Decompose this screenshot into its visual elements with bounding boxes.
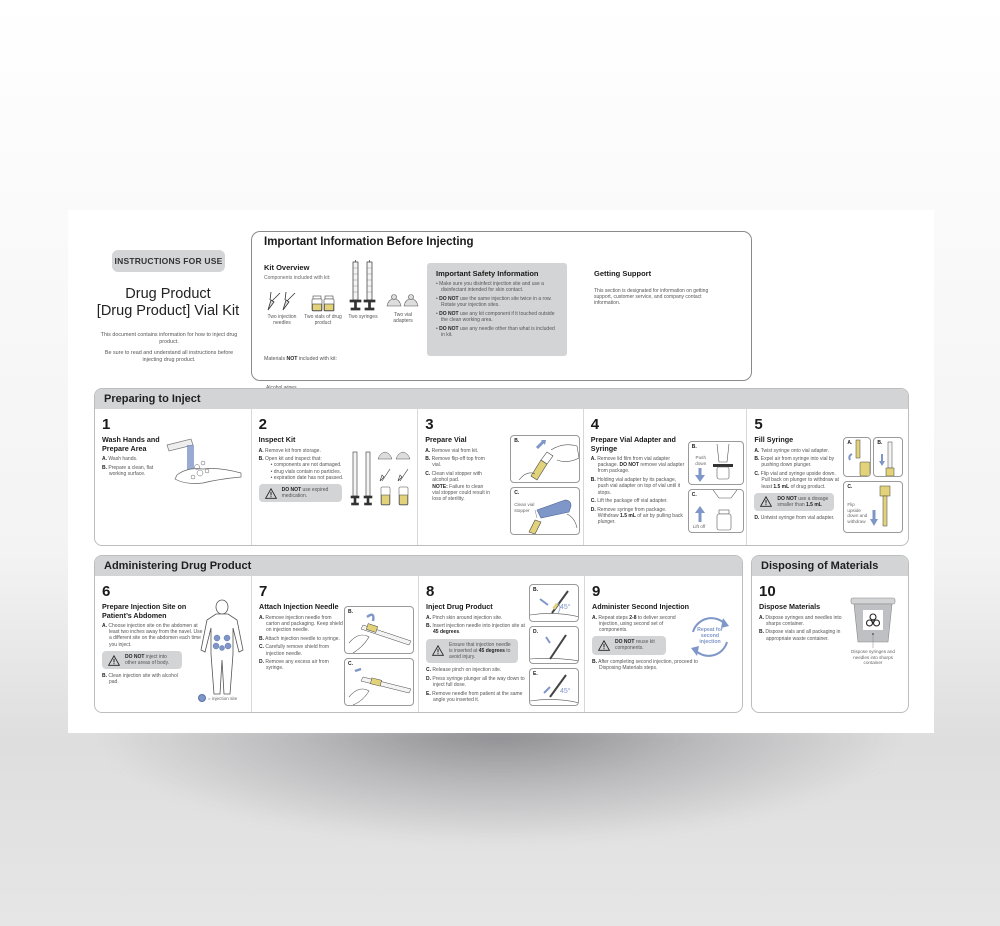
substep-letter: A. <box>759 614 764 621</box>
panel-caption: Push down <box>695 455 707 466</box>
substep <box>102 456 164 462</box>
warning-icon <box>598 640 610 651</box>
panel-caption: Clean vial stopper <box>514 502 535 513</box>
substep-text: Remove lid film from vial adapter package. <box>597 456 670 469</box>
illustration-panel-c <box>510 487 580 535</box>
step-title: Dispose Materials <box>759 602 821 611</box>
intro-paragraph: Be sure to read and understand all instructions before injecting drug product. <box>104 350 234 363</box>
substep <box>754 471 840 490</box>
safety-bold: DO NOT <box>439 295 459 302</box>
substep-text: Lift the package off vial adapter. <box>597 498 668 505</box>
substep <box>754 515 840 521</box>
intro-text <box>98 332 240 368</box>
section-disposing <box>751 555 909 713</box>
important-info-heading: Important Information Before Injecting <box>264 236 474 248</box>
substep-text: Remove syringe from package. Withdraw <box>597 506 667 520</box>
safety-item: • DO NOT use any kit component if it touched outside the clean working area. <box>436 310 555 324</box>
step-1 <box>95 409 252 545</box>
note <box>425 484 491 503</box>
warning-box <box>102 651 182 669</box>
substep-text: of drug product. <box>789 483 826 490</box>
warning-bold: DO NOT <box>615 639 635 646</box>
substep-letter: D. <box>259 659 264 666</box>
substep <box>259 659 343 671</box>
substep-text: Insert injection needle into injection site at <box>432 623 525 630</box>
step-title: Attach Injection Needle <box>259 602 339 611</box>
illustration-panel-c <box>843 481 903 533</box>
warning-bold: 45 degrees <box>478 647 505 654</box>
substep-text: Clean vial stopper with alcohol pad. <box>431 471 482 484</box>
illustration-panel-b <box>344 606 414 654</box>
warning-text <box>449 642 512 661</box>
body-outline-icon <box>197 598 247 698</box>
substep-text: Flip vial and syringe upside down. Pull back on plunger to withdraw at least <box>760 471 839 490</box>
warning-body: use a dosage smaller than <box>777 495 829 508</box>
substep-text: . <box>459 629 461 636</box>
step-number: 9 <box>592 583 601 600</box>
safety-title: Important Safety Information <box>436 269 539 278</box>
step-number: 2 <box>258 416 267 433</box>
substep-letter: B. <box>259 635 264 642</box>
substep <box>426 623 526 635</box>
substep-text: Choose injection site on the abdomen at least two inches away from the navel. Use a different site on the abdomen each time you inject. <box>108 623 203 648</box>
angle-label: 45° <box>560 604 571 611</box>
substep-text: Remove kit from storage. <box>265 447 321 454</box>
kit-overview-subtitle: Components included with kit: <box>264 275 331 281</box>
substep-letter: B. <box>759 629 764 636</box>
warning-icon <box>265 488 277 499</box>
step-number: 4 <box>590 416 600 433</box>
panel-label: B. <box>877 440 883 446</box>
substep-bold: 45 degrees <box>433 629 460 636</box>
remove-shield-icon <box>345 659 414 706</box>
substep-text: Press syringe plunger all the way down to inject full dose. <box>432 675 525 689</box>
not-included-suffix: included with kit: <box>297 356 337 362</box>
substep-letter: A. <box>590 456 596 462</box>
panel-label: A. <box>847 440 853 446</box>
safety-bold: DO NOT <box>439 310 459 317</box>
remove-flip-top-icon <box>511 436 580 483</box>
illustration-panel-e <box>529 668 579 706</box>
panel-label: C. <box>691 492 697 498</box>
step-number: 7 <box>259 583 268 600</box>
warning-icon <box>432 645 444 656</box>
substep <box>426 667 526 673</box>
safety-item: • DO NOT use the same injection site twice in a row. Rotate your injection sites. <box>436 295 552 309</box>
substep-text: Remove needle from patient at the same angle you inserted it. <box>432 690 523 704</box>
section-header: Administering Drug Product <box>95 556 742 576</box>
step-2 <box>252 409 419 545</box>
substep <box>591 456 685 475</box>
substep-letter: A. <box>754 447 760 454</box>
substep-letter: B. <box>258 456 264 463</box>
illustration-panel-b <box>873 437 903 477</box>
sheet-shadow <box>90 725 910 845</box>
step-4 <box>584 409 748 545</box>
step-title: Inject Drug Product <box>426 602 493 611</box>
injection-site-legend <box>198 694 237 702</box>
substep-letter: A. <box>259 614 264 621</box>
warning-bold: DO NOT <box>777 495 797 502</box>
safety-bold: DO NOT <box>439 325 459 332</box>
warning-icon <box>760 496 772 507</box>
bullet: • drug vials contain no particles. <box>270 468 342 475</box>
kit-item-label: Two injection needles <box>267 314 297 326</box>
important-info-box <box>251 231 752 381</box>
substep-letter: A. <box>425 447 431 454</box>
kit-not-included-label <box>264 356 337 362</box>
illustration-panel-b <box>529 584 579 622</box>
substep-bold: DO NOT <box>619 462 639 469</box>
substep <box>759 615 845 627</box>
ifu-badge: INSTRUCTIONS FOR USE <box>112 250 225 272</box>
substep-letter: C. <box>590 498 596 505</box>
illustration-panel-b <box>688 441 744 485</box>
substep-text: Repeat steps <box>598 614 630 621</box>
substep-text: Holding vial adapter by its package, push vial adapter on top of vial until it stops. <box>597 477 681 496</box>
repeat-label: Repeat for second injection <box>697 627 723 645</box>
substep <box>754 448 840 454</box>
substep-letter: B. <box>102 464 107 471</box>
wash-hands-icon <box>163 427 245 485</box>
substep <box>259 448 355 454</box>
injection-site-dot-icon <box>198 694 206 702</box>
substep <box>759 629 845 641</box>
substep-letter: A. <box>258 447 264 454</box>
kit-item-needles <box>264 290 300 326</box>
sharps-container-icon <box>850 596 896 648</box>
kit-item-syringes <box>346 260 380 320</box>
syringe-icon <box>347 260 379 312</box>
warning-body: inject into other areas of body. <box>125 653 170 667</box>
illustration-panel-b <box>510 435 580 483</box>
warning-text <box>615 639 660 651</box>
step-10 <box>752 576 908 712</box>
warning-bold: 1.5 mL <box>806 501 822 508</box>
step-number: 3 <box>425 416 434 433</box>
substep-text: to deliver second injection, using second set of components. <box>599 614 676 633</box>
substep-bold: 1.5 mL <box>620 513 636 520</box>
substep-bold: 1.5 mL <box>773 483 790 490</box>
vial-icon <box>308 290 338 312</box>
not-included-prefix: Materials <box>264 356 287 362</box>
warning-box <box>426 639 518 664</box>
warning-body: to avoid injury. <box>449 647 511 661</box>
substep <box>102 623 206 648</box>
section-administering <box>94 555 743 713</box>
bullet-text: expiration date has not passed. <box>273 474 344 481</box>
substep <box>102 673 182 685</box>
substep-letter: B. <box>102 673 107 680</box>
safety-text: use the same injection site twice in a row. Rotate your injection sites. <box>441 295 552 309</box>
warning-text <box>777 496 828 508</box>
angle-label: 45° <box>560 688 571 695</box>
step-3 <box>418 409 584 545</box>
substep <box>592 615 688 634</box>
panel-label: C. <box>847 484 853 490</box>
step-5 <box>747 409 908 545</box>
bullet: • components are not damaged. <box>270 462 342 469</box>
step-title: Prepare Vial <box>425 435 467 444</box>
safety-text: Make sure you disinfect injection site and use a disinfectant intended for skin contact. <box>439 281 544 294</box>
substep-letter: C. <box>426 667 431 674</box>
step-title: Inspect Kit <box>258 435 296 444</box>
kit-item-label: Two syringes <box>348 314 378 320</box>
substep-text: Dispose vials and all packaging in appropriate waste container. <box>765 629 841 642</box>
sharps-caption: Dispose syringes and needles into sharps container <box>851 649 895 665</box>
substep <box>425 456 491 468</box>
vial-adapter-icon <box>386 292 420 310</box>
substep-text: Remove flip-off top from vial. <box>431 456 485 469</box>
substep-letter: B. <box>426 623 431 630</box>
legend-text: = injection site <box>208 695 238 701</box>
warning-body: reuse kit components. <box>615 639 655 652</box>
substep <box>425 471 491 483</box>
bullet-text: components are not damaged. <box>273 462 342 469</box>
panel-label: B. <box>514 438 520 444</box>
step-number: 10 <box>759 583 776 600</box>
intro-paragraph: This document contains information for how to inject drug product. <box>100 332 238 345</box>
step-7 <box>252 576 419 712</box>
needle-icon <box>265 290 299 312</box>
kit-item-label: Two vial adapters <box>393 312 413 324</box>
panel-label: E. <box>533 671 538 677</box>
substep <box>102 465 164 477</box>
substep-letter: D. <box>590 506 596 513</box>
substep-letter: D. <box>426 675 431 682</box>
substep-letter: C. <box>425 471 431 478</box>
kit-item-adapters <box>384 292 422 324</box>
substep-text: Untwist syringe from vial adapter. <box>760 515 835 522</box>
substep-text: Wash hands. <box>108 456 138 462</box>
step-number: 5 <box>754 416 763 433</box>
substep-text: Expel air from syringe into vial by pushing down plunger. <box>760 456 835 469</box>
kit-overview-title: Kit Overview <box>264 263 310 272</box>
substep <box>591 477 685 496</box>
substep <box>426 676 526 688</box>
substep-letter: C. <box>754 471 760 478</box>
note-bold: NOTE: <box>432 483 448 490</box>
support-title: Getting Support <box>594 269 652 278</box>
substep <box>259 615 343 634</box>
step-8 <box>419 576 585 712</box>
warning-body: Ensure that injection needle is inserted at <box>449 641 511 654</box>
warning-box <box>592 636 666 654</box>
substep-letter: A. <box>592 614 597 621</box>
not-included-bold: NOT <box>286 356 298 362</box>
substep <box>591 507 685 526</box>
warning-text <box>282 487 336 499</box>
illustration-panel-c <box>344 658 414 706</box>
panel-caption: Lift off <box>692 524 706 529</box>
warning-box <box>259 484 342 502</box>
substep-text: remove vial adapter from package. <box>597 462 685 475</box>
substep-text: After completing second injection, proceed to Disposing Materials steps. <box>598 658 698 671</box>
substep-bold: 2-8 <box>629 614 637 621</box>
section-header: Disposing of Materials <box>752 556 908 576</box>
safety-text: use any needle other than what is included in kit. <box>441 325 555 338</box>
kit-item-vials <box>304 290 342 326</box>
substep-letter: A. <box>426 614 431 621</box>
substep-text: Attach injection needle to syringe. <box>265 635 340 642</box>
step-6 <box>95 576 252 712</box>
kit-item-label: Two vials of drug product <box>304 314 342 326</box>
substep-text: Open kit and inspect that: <box>265 456 322 463</box>
substep-text: Twist syringe onto vial adapter. <box>760 447 830 454</box>
safety-item: • Make sure you disinfect injection site and use a disinfectant intended for skin contact. <box>436 281 544 294</box>
instructions-sheet <box>68 210 934 733</box>
title-line-2: [Drug Product] Vial Kit <box>96 303 240 319</box>
substep-text: Release pinch on injection site. <box>432 667 502 674</box>
step-number: 6 <box>102 583 111 600</box>
substep-letter: A. <box>102 623 107 629</box>
substep-letter: B. <box>590 477 596 484</box>
section-header: Preparing to Inject <box>95 389 908 409</box>
step-title: Wash Hands and Prepare Area <box>102 435 160 453</box>
warning-icon <box>108 655 120 666</box>
substep-text: Pinch skin around injection site. <box>432 614 503 621</box>
safety-item: • DO NOT use any needle other than what is included in kit. <box>436 325 555 338</box>
step-number: 8 <box>426 583 435 600</box>
warning-box <box>754 493 834 511</box>
warning-bold: DO NOT <box>125 653 145 660</box>
warning-text <box>125 654 176 666</box>
step-9 <box>585 576 742 712</box>
getting-support <box>594 269 709 307</box>
section-preparing <box>94 388 909 546</box>
panel-label: B. <box>533 587 538 593</box>
bullet: • expiration date has not passed. <box>270 474 344 481</box>
step-number: 1 <box>102 416 111 433</box>
substep-text: Prepare a clean, flat working surface. <box>108 464 154 477</box>
substep <box>425 448 491 454</box>
safety-text: use any kit component if it touched outside the clean working area. <box>441 310 555 324</box>
substep <box>259 644 343 656</box>
step-title: Prepare Vial Adapter and Syringe <box>590 435 676 453</box>
panel-label: B. <box>348 609 353 615</box>
substep <box>591 498 685 504</box>
panel-label: B. <box>691 444 697 450</box>
panel-label: D. <box>533 629 538 635</box>
substep-text: Remove any excess air from syringe. <box>265 659 329 672</box>
warning-body: use expired medication. <box>281 487 329 500</box>
safety-info-box <box>427 263 567 356</box>
warning-bold: DO NOT <box>281 487 302 494</box>
substep-letter: A. <box>102 456 107 462</box>
support-text: This section is designated for information on getting support, customer service, and company contact information. <box>594 288 709 307</box>
substep-letter: B. <box>754 456 760 463</box>
step-title: Fill Syringe <box>754 435 794 444</box>
illustration-panel-c <box>688 489 744 533</box>
substep-letter: E. <box>426 690 431 697</box>
illustration-panel-a <box>843 437 871 477</box>
substep-letter: B. <box>592 658 597 665</box>
substep-text: Clean injection site with alcohol pad. <box>108 673 178 686</box>
document-title <box>88 286 248 320</box>
substep <box>754 456 840 468</box>
substep <box>259 636 343 642</box>
panel-caption: Flip upside down and withdraw <box>847 502 868 524</box>
step-title: Prepare Injection Site on Patient’s Abdomen <box>102 602 187 620</box>
bullet-text: drug vials contain no particles. <box>273 468 342 475</box>
substep-letter: B. <box>425 456 431 463</box>
title-line-1: Drug Product <box>125 286 211 302</box>
step-title: Administer Second Injection <box>592 602 690 611</box>
substep-text: Dispose syringes and needles into sharps container. <box>765 614 842 627</box>
illustration-panel-d <box>529 626 579 664</box>
panel-label: C. <box>348 661 353 667</box>
note-text: Failure to clean vial stopper could result in loss of sterility. <box>432 483 491 502</box>
substep-text: Carefully remove shield from injection needle. <box>265 644 330 657</box>
substep <box>426 615 526 621</box>
substep-text: Remove injection needle from carton and packaging. Keep shield on injection needle. <box>265 614 343 633</box>
substep <box>426 691 526 703</box>
substep-text: Remove vial from kit. <box>431 447 479 454</box>
kit-contents-icon <box>350 449 414 509</box>
substep-letter: C. <box>259 644 264 651</box>
substep-letter: D. <box>754 515 760 522</box>
substep-text: of air by pulling back plunger. <box>597 513 683 526</box>
panel-label: C. <box>514 490 520 496</box>
attach-needle-icon <box>345 607 414 654</box>
